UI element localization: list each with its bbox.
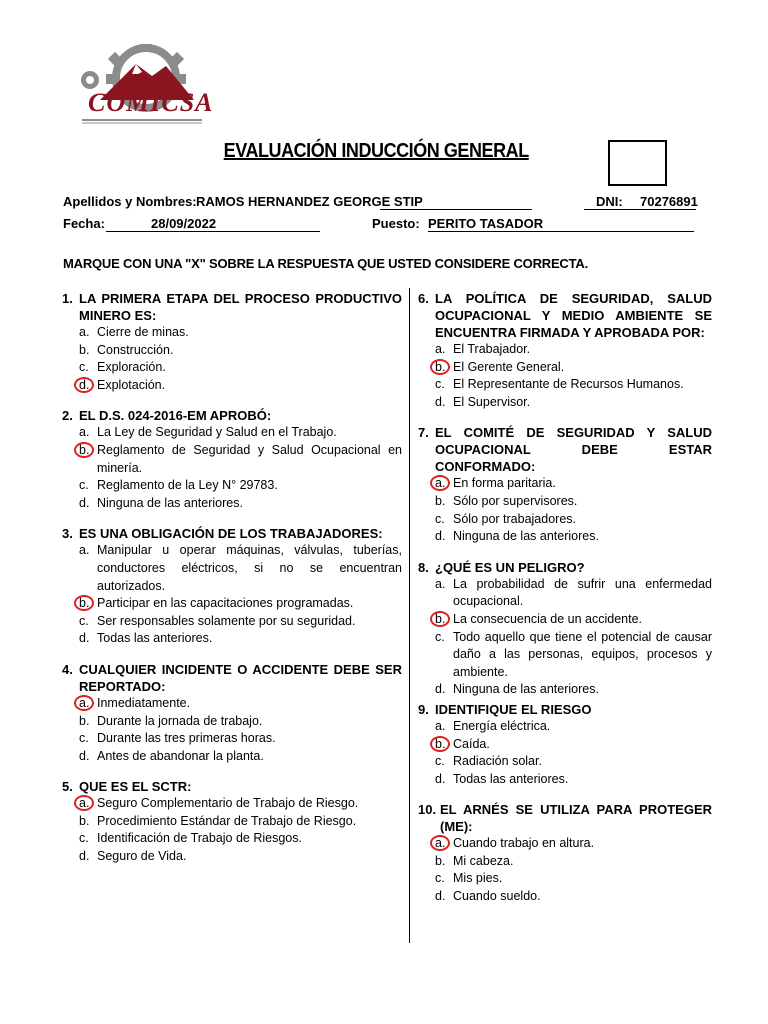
- option-letter: [62, 495, 97, 513]
- option-text: Mis pies.: [453, 871, 503, 886]
- question-number: 6.: [418, 291, 429, 306]
- option-letter-text: d.: [435, 889, 446, 904]
- option-letter: [418, 835, 453, 853]
- date-underline: [106, 231, 320, 232]
- option-text: Cuando sueldo.: [453, 889, 541, 904]
- selected-answer-circle: [430, 475, 450, 491]
- instruction-text: MARQUE CON UNA "X" SOBRE LA RESPUESTA QUE USTED CONSIDERE CORRECTA.: [63, 256, 588, 271]
- option-text: Mi cabeza.: [453, 853, 514, 868]
- option-letter: [62, 848, 97, 866]
- selected-answer-circle: [430, 835, 450, 851]
- option-letter-text: d.: [435, 682, 446, 697]
- answer-option[interactable]: [418, 681, 712, 699]
- answer-options: [62, 795, 402, 865]
- answer-option[interactable]: [62, 342, 402, 360]
- date-value: 28/09/2022: [151, 216, 217, 231]
- question-text: LA PRIMERA ETAPA DEL PROCESO PRODUCTIVO MINERO ES:: [79, 291, 402, 323]
- name-label: Apellidos y Nombres:: [63, 194, 197, 209]
- answer-option[interactable]: [418, 870, 712, 888]
- option-text: Inmediatamente.: [97, 695, 191, 710]
- answer-options: [418, 341, 712, 411]
- question-heading: [62, 778, 402, 795]
- option-text: Ninguna de las anteriores.: [453, 682, 599, 697]
- option-letter: [418, 394, 453, 412]
- answer-option[interactable]: [418, 493, 712, 511]
- answer-option[interactable]: [418, 629, 712, 682]
- option-letter-text: b.: [79, 713, 90, 728]
- option-text: Sólo por supervisores.: [453, 493, 578, 508]
- answer-option[interactable]: [62, 424, 402, 442]
- question-heading: [418, 290, 712, 341]
- option-letter-text: d.: [79, 849, 90, 864]
- question-number: 2.: [62, 408, 73, 424]
- question-item: [418, 424, 712, 545]
- question-number: 4.: [62, 661, 73, 677]
- option-text: Ninguna de las anteriores.: [97, 495, 243, 510]
- answer-options: [62, 695, 402, 765]
- option-text: Exploración.: [97, 360, 166, 375]
- option-text: Reglamento de Seguridad y Salud Ocupacional en minería.: [97, 442, 402, 475]
- option-text: Durante la jornada de trabajo.: [97, 713, 263, 728]
- option-letter: [62, 595, 97, 613]
- position-value: PERITO TASADOR: [428, 216, 544, 231]
- option-letter: [62, 713, 97, 731]
- option-letter: [418, 771, 453, 789]
- answer-options: [62, 324, 402, 394]
- option-text: El Gerente General.: [453, 359, 565, 374]
- question-text: IDENTIFIQUE EL RIESGO: [435, 701, 592, 717]
- position-underline: [428, 231, 694, 232]
- option-letter: [418, 576, 453, 611]
- question-number: 8.: [418, 559, 429, 575]
- option-letter-text: a.: [79, 543, 90, 558]
- answer-options: [62, 542, 402, 648]
- question-number: 10.: [418, 802, 437, 818]
- option-letter-text: b.: [435, 736, 446, 751]
- option-letter-text: b.: [435, 611, 446, 626]
- option-letter-text: a.: [79, 325, 90, 339]
- option-letter: [62, 424, 97, 442]
- option-letter-text: c.: [79, 731, 89, 746]
- question-heading: [418, 559, 712, 576]
- option-letter: [418, 376, 453, 394]
- option-letter-text: d.: [79, 495, 90, 510]
- option-letter: [418, 629, 453, 682]
- answer-option[interactable]: [418, 576, 712, 611]
- question-heading: [62, 290, 402, 324]
- option-text: Durante las tres primeras horas.: [97, 731, 276, 746]
- answer-options: [62, 424, 402, 512]
- answer-option[interactable]: [418, 835, 712, 853]
- option-letter: [62, 359, 97, 377]
- answer-option[interactable]: [62, 813, 402, 831]
- question-heading: [62, 525, 402, 542]
- answer-option[interactable]: [62, 830, 402, 848]
- option-letter: [62, 477, 97, 495]
- answer-option[interactable]: [418, 475, 712, 493]
- question-text: ¿QUÉ ES UN PELIGRO?: [435, 559, 585, 575]
- option-letter: [418, 511, 453, 529]
- answer-option[interactable]: [418, 771, 712, 789]
- option-letter: [62, 342, 97, 360]
- answer-option[interactable]: [62, 595, 402, 613]
- option-letter: [418, 611, 453, 629]
- question-item: [418, 290, 712, 411]
- question-text: EL COMITÉ DE SEGURIDAD Y SALUD OCUPACIONAL DEBE ESTAR CONFORMADO:: [435, 425, 712, 475]
- answer-option[interactable]: [418, 394, 712, 412]
- option-text: Ser responsables solamente por su seguridad.: [97, 613, 356, 628]
- option-letter: [418, 359, 453, 377]
- question-number: 5.: [62, 779, 73, 795]
- question-text: ES UNA OBLIGACIÓN DE LOS TRABAJADORES:: [79, 526, 383, 542]
- option-letter-text: c.: [435, 754, 445, 769]
- option-letter-text: b.: [79, 442, 90, 457]
- option-text: Cuando trabajo en altura.: [453, 836, 595, 851]
- question-heading: [62, 407, 402, 424]
- question-number: 9.: [418, 701, 429, 717]
- question-text: QUE ES EL SCTR:: [79, 779, 192, 795]
- answer-option[interactable]: [418, 753, 712, 771]
- name-value: RAMOS HERNANDEZ GEORGE STIP: [196, 194, 423, 209]
- option-letter: [418, 853, 453, 871]
- answer-option[interactable]: [418, 376, 712, 394]
- answer-option[interactable]: [418, 528, 712, 546]
- option-letter-text: c.: [79, 613, 89, 628]
- question-number: 3.: [62, 526, 73, 542]
- option-letter-text: c.: [79, 831, 89, 846]
- answer-option[interactable]: [418, 611, 712, 629]
- option-letter: [418, 753, 453, 771]
- option-letter-text: b.: [435, 493, 446, 508]
- questions-left-column: [62, 290, 402, 879]
- option-letter-text: c.: [435, 629, 445, 644]
- option-letter: [418, 736, 453, 754]
- score-box: [608, 140, 667, 186]
- answer-option[interactable]: [62, 377, 402, 395]
- option-letter: [418, 681, 453, 699]
- question-item: [62, 290, 402, 394]
- dni-value: 70276891: [640, 194, 698, 209]
- answer-option[interactable]: [62, 848, 402, 866]
- question-item: [62, 778, 402, 865]
- option-letter: [62, 613, 97, 631]
- selected-answer-circle: [74, 795, 94, 811]
- answer-option[interactable]: [418, 888, 712, 906]
- option-letter-text: b.: [79, 596, 90, 611]
- question-heading: [418, 701, 712, 718]
- column-divider: [409, 288, 410, 943]
- option-text: Todo aquello que tiene el potencial de causar daño a las personas, equipos, procesos y ambiente.: [453, 629, 712, 679]
- answer-option[interactable]: [62, 495, 402, 513]
- option-letter: [418, 870, 453, 888]
- option-letter-text: a.: [435, 718, 446, 733]
- answer-option[interactable]: [62, 630, 402, 648]
- question-item: [418, 801, 712, 905]
- option-letter: [62, 442, 97, 477]
- option-letter: [62, 748, 97, 766]
- dni-label: DNI:: [596, 194, 623, 209]
- option-text: Sólo por trabajadores.: [453, 511, 576, 526]
- answer-options: [418, 475, 712, 545]
- option-text: Todas las anteriores.: [453, 771, 569, 786]
- option-letter: [62, 695, 97, 713]
- question-item: [418, 701, 712, 788]
- option-letter-text: a.: [435, 576, 446, 591]
- option-text: El Trabajador.: [453, 342, 531, 356]
- option-letter: [418, 528, 453, 546]
- option-text: Radiación solar.: [453, 754, 542, 769]
- date-label: Fecha:: [63, 216, 105, 231]
- option-text: Energía eléctrica.: [453, 718, 551, 733]
- question-text: CUALQUIER INCIDENTE O ACCIDENTE DEBE SER REPORTADO:: [79, 661, 402, 694]
- selected-answer-circle: [430, 359, 450, 375]
- option-letter: [62, 377, 97, 395]
- option-letter: [62, 813, 97, 831]
- option-letter-text: b.: [435, 359, 446, 374]
- selected-answer-circle: [74, 377, 94, 393]
- option-text: El Supervisor.: [453, 394, 531, 409]
- option-letter: [62, 542, 97, 595]
- option-letter-text: d.: [79, 631, 90, 646]
- option-letter-text: b.: [435, 853, 446, 868]
- option-text: Seguro de Vida.: [97, 849, 187, 864]
- answer-option[interactable]: [418, 511, 712, 529]
- question-item: [418, 559, 712, 699]
- option-text: Participar en las capacitaciones programadas.: [97, 596, 354, 611]
- option-letter: [62, 630, 97, 648]
- answer-option[interactable]: [62, 730, 402, 748]
- option-letter-text: d.: [435, 771, 446, 786]
- answer-option[interactable]: [62, 442, 402, 477]
- answer-option[interactable]: [62, 748, 402, 766]
- option-letter-text: a.: [435, 342, 446, 356]
- answer-option[interactable]: [62, 713, 402, 731]
- answer-option[interactable]: [62, 695, 402, 713]
- question-item: [62, 525, 402, 648]
- option-letter-text: c.: [435, 871, 445, 886]
- option-letter: [62, 795, 97, 813]
- option-letter-text: b.: [79, 342, 90, 357]
- answer-option[interactable]: [62, 795, 402, 813]
- answer-option[interactable]: [62, 613, 402, 631]
- option-text: La probabilidad de sufrir una enfermedad ocupacional.: [453, 576, 712, 609]
- option-text: Cierre de minas.: [97, 325, 189, 339]
- answer-option[interactable]: [62, 359, 402, 377]
- question-item: [62, 407, 402, 512]
- option-letter-text: c.: [435, 511, 445, 526]
- option-text: La consecuencia de un accidente.: [453, 611, 643, 626]
- option-letter: [62, 730, 97, 748]
- questions-right-column: [418, 290, 712, 919]
- question-item: [62, 661, 402, 765]
- answer-option[interactable]: [418, 853, 712, 871]
- name-underline: [380, 209, 532, 210]
- option-letter-text: a.: [79, 425, 90, 440]
- option-letter: [418, 493, 453, 511]
- option-letter-text: d.: [79, 377, 90, 392]
- option-text: El Representante de Recursos Humanos.: [453, 377, 684, 392]
- selected-answer-circle: [430, 736, 450, 752]
- question-text: EL D.S. 024-2016-EM APROBÓ:: [79, 408, 272, 424]
- answer-option[interactable]: [418, 359, 712, 377]
- option-letter-text: a.: [435, 476, 446, 491]
- option-text: Ninguna de las anteriores.: [453, 529, 599, 544]
- option-text: Reglamento de la Ley N° 29783.: [97, 478, 278, 493]
- option-letter-text: a.: [79, 695, 90, 710]
- answer-option[interactable]: [418, 736, 712, 754]
- option-letter: [418, 718, 453, 736]
- option-letter: [62, 830, 97, 848]
- question-heading: [62, 661, 402, 695]
- question-text: EL ARNÉS SE UTILIZA PARA PROTEGER (ME):: [440, 802, 712, 835]
- option-letter-text: d.: [79, 748, 90, 763]
- selected-answer-circle: [430, 611, 450, 627]
- option-letter-text: b.: [79, 813, 90, 828]
- option-letter-text: c.: [79, 360, 89, 375]
- company-logo: [76, 44, 214, 126]
- option-text: En forma paritaria.: [453, 476, 556, 491]
- option-letter-text: c.: [435, 377, 445, 392]
- option-letter-text: c.: [79, 478, 89, 493]
- option-text: Construcción.: [97, 342, 174, 357]
- position-label: Puesto:: [372, 216, 420, 231]
- option-letter: [418, 475, 453, 493]
- question-heading: [418, 801, 712, 835]
- document-title: EVALUACIÓN INDUCCIÓN GENERAL: [223, 140, 529, 162]
- answer-option[interactable]: [418, 718, 712, 736]
- option-letter: [62, 324, 97, 342]
- answer-option[interactable]: [418, 341, 712, 359]
- option-letter: [418, 341, 453, 359]
- dni-underline: [584, 209, 696, 210]
- option-text: La Ley de Seguridad y Salud en el Trabajo.: [97, 425, 337, 440]
- option-letter-text: d.: [435, 529, 446, 544]
- option-text: Explotación.: [97, 377, 166, 392]
- option-text: Manipular u operar máquinas, válvulas, tuberías, conductores eléctricos, si no se encuentran autorizados.: [97, 543, 402, 593]
- option-text: Seguro Complementario de Trabajo de Riesgo.: [97, 796, 359, 811]
- selected-answer-circle: [74, 442, 94, 458]
- logo-wordmark: COMICSA: [88, 88, 214, 117]
- answer-option[interactable]: [62, 324, 402, 342]
- option-letter-text: a.: [79, 796, 90, 811]
- option-letter-text: a.: [435, 836, 446, 851]
- answer-option[interactable]: [62, 477, 402, 495]
- option-text: Identificación de Trabajo de Riesgos.: [97, 831, 302, 846]
- answer-options: [418, 835, 712, 905]
- answer-option[interactable]: [62, 542, 402, 595]
- selected-answer-circle: [74, 595, 94, 611]
- selected-answer-circle: [74, 695, 94, 711]
- option-letter: [418, 888, 453, 906]
- question-text: LA POLÍTICA DE SEGURIDAD, SALUD OCUPACIONAL Y MEDIO AMBIENTE SE ENCUENTRA FIRMADA Y APROBADA POR:: [435, 291, 712, 340]
- option-text: Procedimiento Estándar de Trabajo de Riesgo.: [97, 813, 357, 828]
- question-number: 7.: [418, 425, 429, 441]
- option-text: Todas las anteriores.: [97, 631, 213, 646]
- option-text: Antes de abandonar la planta.: [97, 748, 264, 763]
- question-heading: [418, 424, 712, 475]
- option-text: Caída.: [453, 736, 490, 751]
- answer-options: [418, 718, 712, 788]
- option-letter-text: d.: [435, 394, 446, 409]
- question-number: 1.: [62, 291, 73, 306]
- answer-options: [418, 576, 712, 699]
